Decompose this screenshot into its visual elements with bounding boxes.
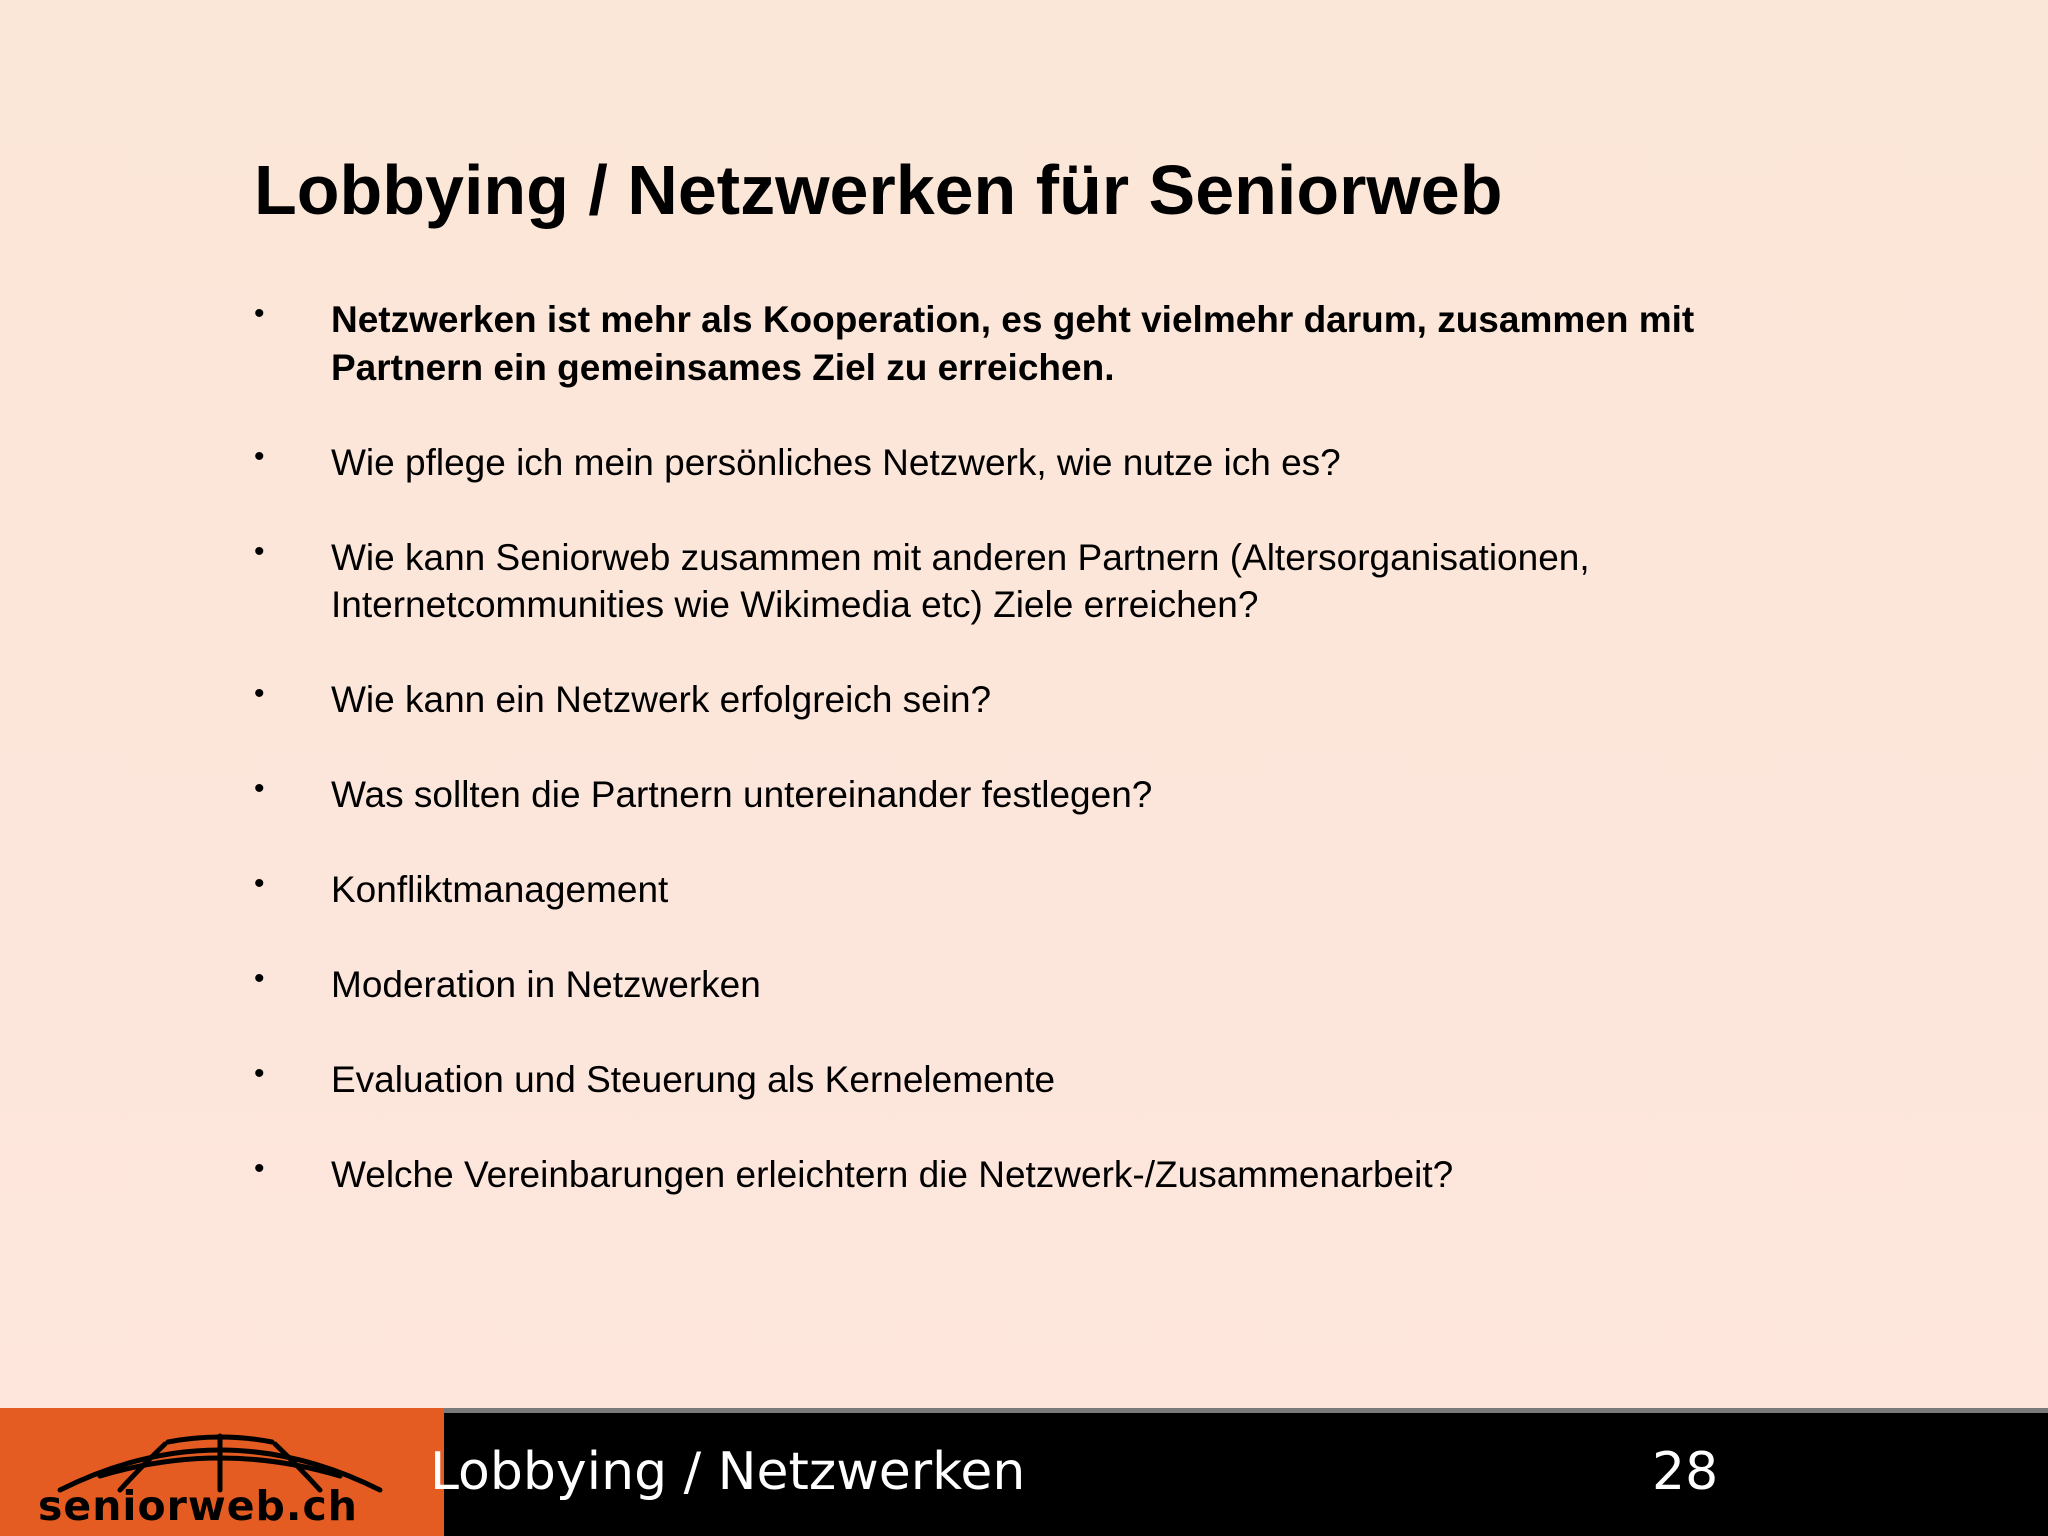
bullet-item <box>254 676 1814 724</box>
bullet-item <box>254 296 1814 391</box>
bullet-dot: • <box>254 867 265 900</box>
bullet-dot: • <box>254 534 265 568</box>
bullet-dot: • <box>254 439 265 473</box>
bullet-dot: • <box>254 962 265 995</box>
logo-text: seniorweb.ch <box>38 1482 358 1530</box>
bullet-text: Konfliktmanagement <box>331 869 669 910</box>
bullet-text: Wie pflege ich mein persönliches Netzwerk, wie nutze ich es? <box>331 441 1341 483</box>
bullet-text: Netzwerken ist mehr als Kooperation, es geht vielmehr darum, zusammen mit Partnern ein gemeinsames Ziel zu erreichen. <box>331 299 1695 388</box>
bullet-item <box>254 534 1814 629</box>
bullet-dot: • <box>254 1057 265 1090</box>
bullet-item <box>254 771 1814 819</box>
bullet-text: Evaluation und Steuerung als Kernelemente <box>331 1059 1056 1100</box>
bullet-item <box>254 1056 1814 1104</box>
bullet-item <box>254 866 1814 914</box>
bullet-dot: • <box>254 297 265 330</box>
bullet-text: Wie kann ein Netzwerk erfolgreich sein? <box>331 679 992 720</box>
bullet-dot: • <box>254 677 265 710</box>
bullet-text: Was sollten die Partnern untereinander festlegen? <box>331 774 1153 815</box>
bullet-dot: • <box>254 1152 265 1185</box>
bullet-list <box>254 296 1814 1199</box>
bullet-text: Moderation in Netzwerken <box>331 964 761 1005</box>
bullet-item <box>254 961 1814 1009</box>
slide-title: Lobbying / Netzwerken für Seniorweb <box>254 151 1503 229</box>
bullet-dot: • <box>254 772 265 805</box>
bullet-item <box>254 439 1814 487</box>
seniorweb-logo <box>0 1408 444 1536</box>
bullet-text: Wie kann Seniorweb zusammen mit anderen Partnern (Altersorganisationen, Internetcommunities wie Wikimedia etc) Ziele erreichen? <box>331 536 1590 625</box>
bullet-text: Welche Vereinbarungen erleichtern die Netzwerk-/Zusammenarbeit? <box>331 1154 1454 1195</box>
page-number: 28 <box>1652 1442 1719 1502</box>
bullet-item <box>254 1151 1814 1199</box>
footer-title: Lobbying / Netzwerken <box>430 1442 1026 1502</box>
footer-divider <box>444 1408 2048 1413</box>
